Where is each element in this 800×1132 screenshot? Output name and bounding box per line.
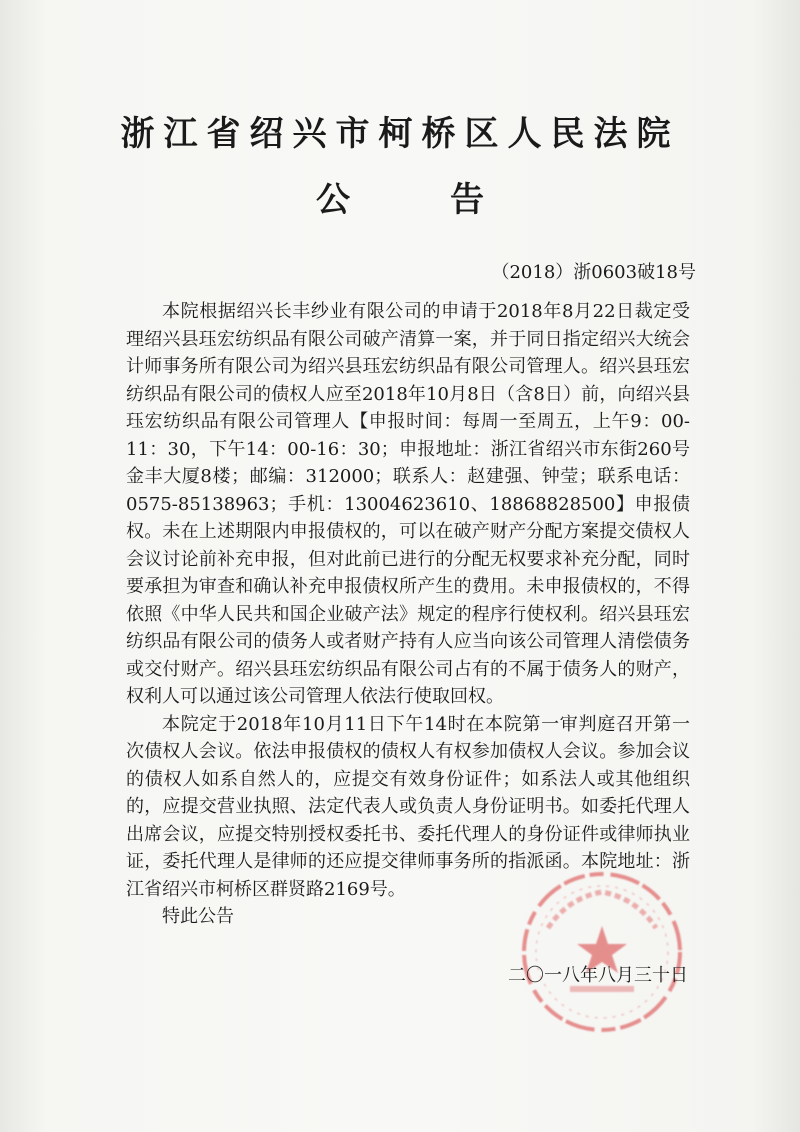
announcement-date: 二〇一八年八月三十日 (508, 965, 688, 986)
paragraph-creditors-meeting: 本院定于2018年10月11日下午14时在本院第一审判庭召开第一次债权人会议。依法申报债权的债权人有权参加债权人会议。参加会议的债权人如系自然人的，应提交有效身份证件；如系法人或其他组织的，应提交营业执照、法定代表人或负责人身份证明书。如委托代理人出席会议，应提交特别授权委托书、委托代理人的身份证件或律师执业证，委托代理人是律师的还应提交律师事务所的指派函。本院地址：浙江省绍兴市柯桥区群贤路2169号。 (126, 713, 690, 900)
announcement-body (126, 298, 690, 931)
court-seal-stamp (518, 868, 686, 1036)
announcement-title: 公告 (316, 180, 584, 220)
case-number: （2018）浙0603破18号 (491, 262, 696, 283)
paragraph-closing: 特此公告 (162, 906, 234, 927)
court-name-heading: 浙江省绍兴市柯桥区人民法院 (120, 114, 680, 154)
paragraph-creditor-filing: 本院根据绍兴长丰纱业有限公司的申请于2018年8月22日裁定受理绍兴县珏宏纺织品有限公司破产清算一案，并于同日指定绍兴大统会计师事务所有限公司为绍兴县珏宏纺织品有限公司管理人。绍兴县珏宏纺织品有限公司的债权人应至2018年10月8日（含8日）前，向绍兴县珏宏纺织品有限公司管理人【申报时间：每周一至周五，上午9：00-11：30，下午14：00-16：30；申报地址：浙江省绍兴市东街260号金丰大厦8楼；邮编：312000；联系人：赵建强、钟莹；联系电话：0575-85138963；手机：13004623610、18868828500】申报债权。未在上述期限内申报债权的，可以在破产财产分配方案提交债权人会议讨论前补充申报，但对此前已进行的分配无权要求补充分配，同时要承担为审查和确认补充申报债权所产生的费用。未申报债权的，不得依照《中华人民共和国企业破产法》规定的程序行使权利。绍兴县珏宏纺织品有限公司的债务人或者财产持有人应当向该公司管理人清偿债务或交付财产。绍兴县珏宏纺织品有限公司占有的不属于债务人的财产，权利人可以通过该公司管理人依法行使取回权。 (126, 301, 690, 707)
